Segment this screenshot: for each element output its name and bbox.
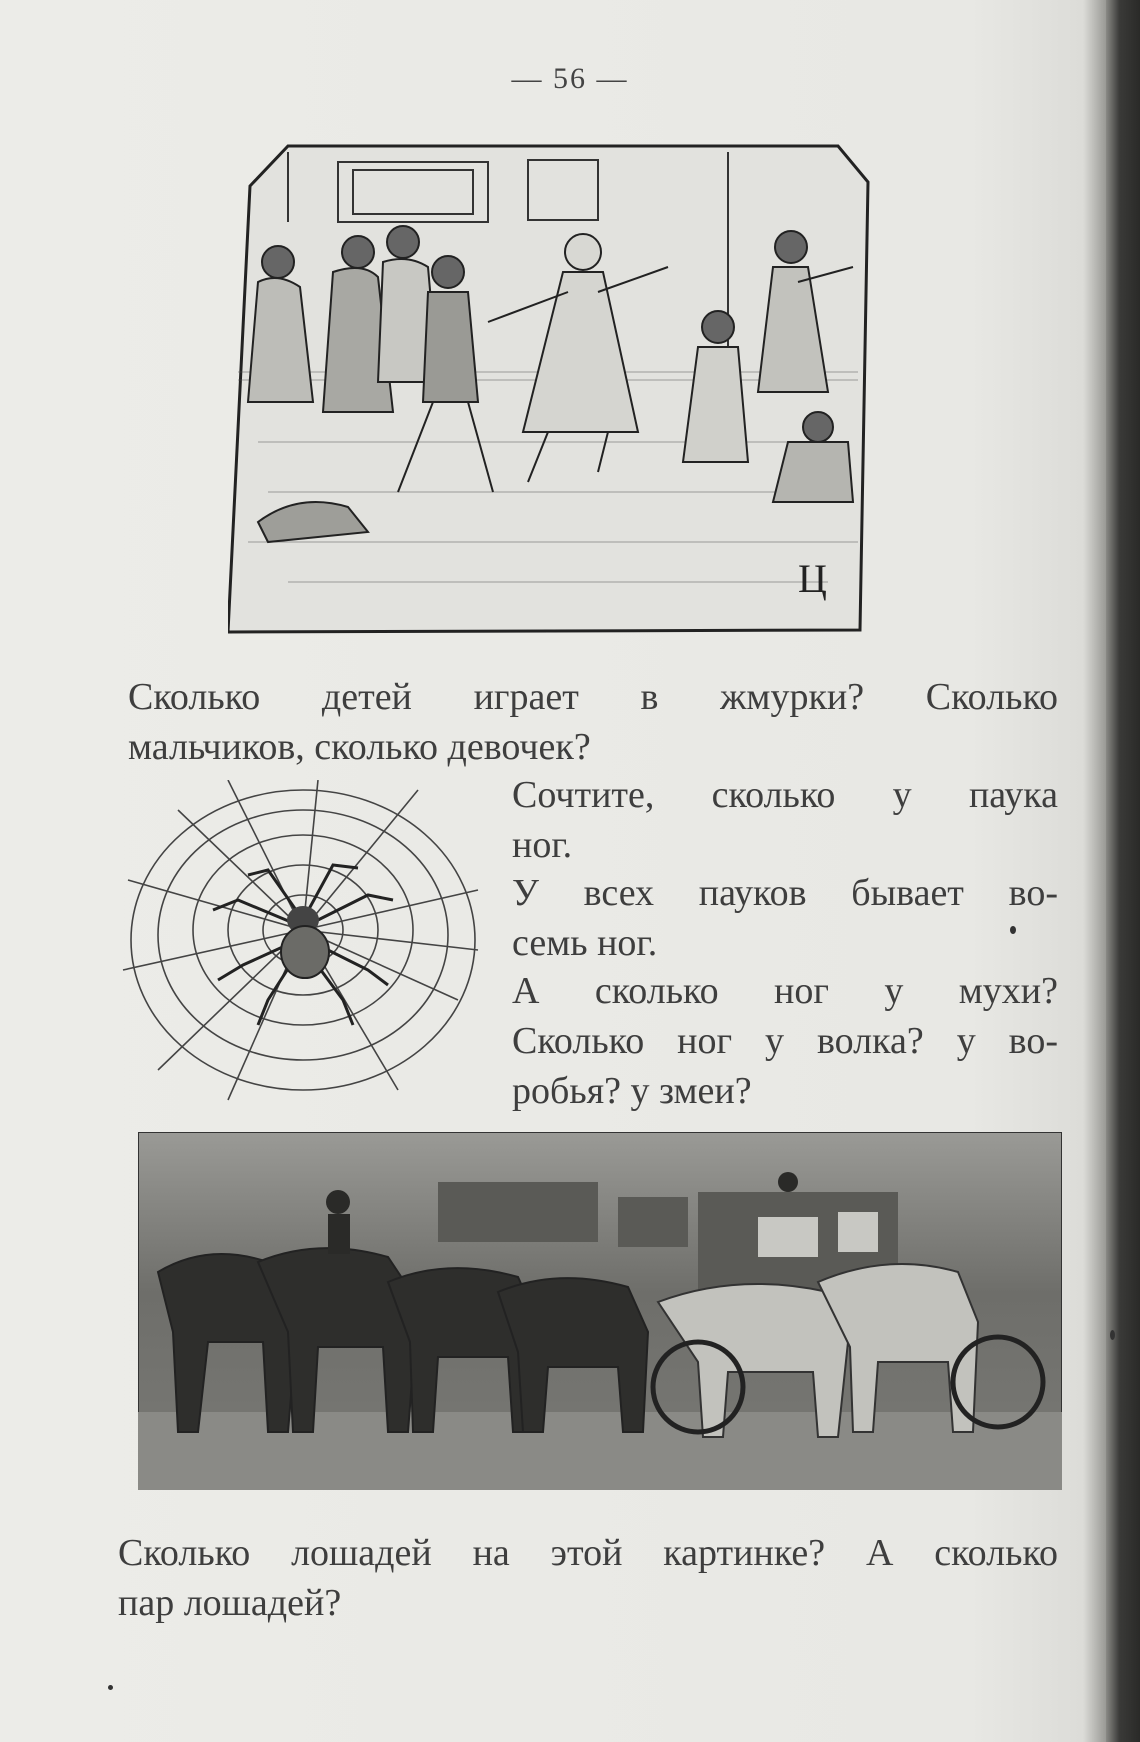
- question-paragraph-horses: [118, 1528, 1058, 1628]
- question-paragraph-1: [128, 672, 1058, 772]
- spider-question-line-1: Сочтите, сколько у паука: [512, 774, 1058, 816]
- children-playing-illustration: [228, 142, 934, 640]
- spider-fact-line-2: семь ног.: [512, 922, 658, 964]
- animals-question-line-2: Сколько ног у волка? у во-: [512, 1020, 1058, 1062]
- horses-question-line-1: Сколько лошадей на этой картинке? А сколько: [118, 1532, 1058, 1574]
- animals-question-line-1: А сколько ног у мухи?: [512, 970, 1058, 1012]
- horses-carriages-illustration: [138, 1132, 1062, 1490]
- horses-question-line-2: пар лошадей?: [118, 1582, 342, 1624]
- spider-question: [512, 770, 1058, 870]
- print-speck: [1110, 1330, 1115, 1340]
- page-number: — 56 —: [511, 62, 629, 95]
- print-speck: [1010, 926, 1016, 934]
- artist-signature: Ц: [798, 556, 827, 601]
- question-1-line-1: Сколько детей играет в жмурки? Сколько: [128, 676, 1058, 718]
- book-spine-shadow: [1106, 0, 1140, 1742]
- animals-question-line-3: робья? у змеи?: [512, 1070, 752, 1112]
- spider-fact: [512, 868, 1058, 968]
- spider-question-line-2: ног.: [512, 824, 573, 866]
- spider-web-illustration: [118, 780, 488, 1110]
- animals-question: [512, 966, 1058, 1116]
- spider-fact-line-1: У всех пауков бывает во-: [512, 872, 1058, 914]
- question-1-line-2: мальчиков, сколько девочек?: [128, 726, 591, 768]
- print-speck: [108, 1685, 113, 1690]
